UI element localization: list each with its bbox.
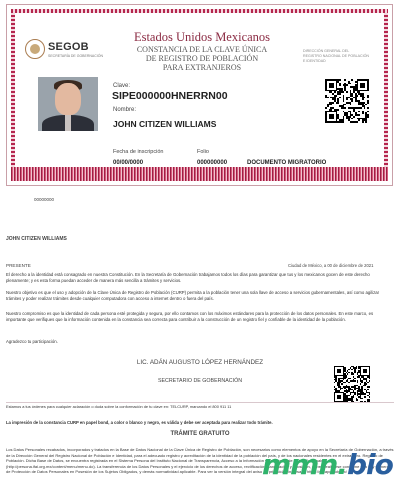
fecha-label: Fecha de inscripción xyxy=(113,149,164,155)
issuer-text xyxy=(303,49,383,64)
nombre-value: JOHN CITIZEN WILLIAMS xyxy=(113,119,217,129)
qr-module xyxy=(362,112,364,114)
qr-module xyxy=(343,121,345,123)
brand-name: SEGOB xyxy=(48,41,89,53)
qr-module xyxy=(364,385,365,386)
qr-module xyxy=(367,107,369,109)
qr-module xyxy=(354,380,355,381)
qr-module xyxy=(334,91,336,93)
qr-module xyxy=(356,367,357,368)
clave-label: Clave: xyxy=(113,83,131,89)
qr-module xyxy=(344,382,345,383)
watermark-main: mmn xyxy=(262,448,338,481)
seal-icon xyxy=(25,39,45,59)
recipient-name: JOHN CITIZEN WILLIAMS xyxy=(6,236,67,242)
qr-module xyxy=(361,398,362,399)
qr-module xyxy=(362,121,364,123)
qr-module xyxy=(344,107,346,109)
qr-module xyxy=(353,373,354,374)
paragraph-3: Nuestro compromiso es que la identidad de cada persona esté protegida y segura, por ello contamos con los máximos estándares para la protección de los datos personales. En este marco, es importante que verifiques que la información contenida en la constancia sea correcta para contribuir a la construcción de un registro fiel y confiable de la identidad de la población. xyxy=(6,311,374,322)
qr-module xyxy=(344,378,345,379)
qr-module xyxy=(365,104,367,106)
issuer-line: E IDENTIDAD xyxy=(303,59,326,63)
divider xyxy=(6,402,394,403)
folio-label: Folio xyxy=(197,149,209,155)
qr-module xyxy=(332,118,334,120)
qr-module xyxy=(346,98,348,100)
qr-module xyxy=(339,79,341,81)
qr-module xyxy=(367,116,369,118)
qr-module xyxy=(364,97,366,99)
qr-module xyxy=(360,107,362,109)
qr-module xyxy=(364,86,366,88)
qr-module xyxy=(340,389,341,390)
qr-module xyxy=(354,389,355,390)
print-note: La impresión de la constancia CURP en papel bond, a color o blanco y negro, es válida y debe ser aceptada para realizar todo trámite. xyxy=(6,420,273,425)
qr-module xyxy=(357,399,358,400)
qr-module xyxy=(351,118,353,120)
qr-module xyxy=(327,105,329,107)
subtitle-line: CONSTANCIA DE LA CLAVE ÚNICA xyxy=(136,45,268,54)
qr-module xyxy=(340,372,341,373)
qr-module xyxy=(343,379,344,380)
qr-module xyxy=(358,114,360,116)
qr-module xyxy=(369,393,370,394)
qr-module xyxy=(366,383,367,384)
issuer-line: REGISTRO NACIONAL DE POBLACIÓN xyxy=(303,54,369,58)
signer-name: LIC. ADÁN AUGUSTO LÓPEZ HERNÁNDEZ xyxy=(136,359,264,366)
folio-value: 000000000 xyxy=(197,160,228,166)
barcode-strip xyxy=(11,167,388,181)
qr-module xyxy=(343,91,345,93)
document-type: DOCUMENTO MIGRATORIO xyxy=(247,160,327,166)
signer-title: SECRETARIO DE GOBERNACIÓN xyxy=(157,378,243,384)
qr-module xyxy=(354,372,355,373)
qr-module xyxy=(367,97,369,99)
qr-module xyxy=(330,104,332,106)
greeting: PRESENTE xyxy=(6,263,31,268)
qr-module xyxy=(351,369,352,370)
qr-module xyxy=(339,93,341,95)
nombre-label: Nombre: xyxy=(113,107,137,113)
thanks-text: Agradezco tu participación. xyxy=(6,339,58,344)
qr-module xyxy=(334,382,335,383)
qr-module xyxy=(365,121,367,123)
qr-module xyxy=(347,392,348,393)
qr-module xyxy=(351,100,353,102)
qr-module xyxy=(358,111,360,113)
qr-module xyxy=(357,382,358,383)
qr-module xyxy=(327,97,329,99)
qr-module xyxy=(366,372,367,373)
qr-module xyxy=(350,393,351,394)
qr-module xyxy=(325,107,327,109)
qr-module xyxy=(340,398,341,399)
issuer-line: DIRECCIÓN GENERAL DEL xyxy=(303,49,350,53)
qr-module xyxy=(346,84,348,86)
watermark-logo xyxy=(262,448,393,481)
qr-module xyxy=(360,383,361,384)
qr-module xyxy=(354,393,355,394)
letter-qr-code xyxy=(334,366,370,402)
qr-module xyxy=(358,119,360,121)
holder-photo xyxy=(38,77,98,131)
qr-module xyxy=(344,79,346,81)
qr-module xyxy=(353,396,354,397)
watermark-suffix: bio xyxy=(346,448,393,481)
qr-module xyxy=(344,104,346,106)
card-qr-code xyxy=(325,79,369,123)
tramite-gratuito: TRÁMITE GRATUITO xyxy=(170,431,230,437)
contact-line: Estamos a tus órdenes para cualquier aclaración o duda sobre la conformación de tu clave en: TELCURP, marcando el 800 911 11 xyxy=(6,404,232,409)
qr-module xyxy=(367,382,368,383)
qr-module xyxy=(367,111,369,113)
qr-module xyxy=(351,79,353,81)
qr-module xyxy=(337,102,339,104)
qr-module xyxy=(369,386,370,387)
clave-value: SIPE000000HNERRN00 xyxy=(112,90,228,102)
qr-module xyxy=(343,100,345,102)
place-date: Ciudad de México, a 00 de diciembre de 2021 xyxy=(288,263,374,268)
qr-module xyxy=(364,396,365,397)
paragraph-1: El derecho a la identidad está consagrado en nuestra Constitución. En la Secretaría de Gobernación trabajamos todos los días para garantizar que tus y los mexicanos gocen de este derecho plenamente; y es esta forma puedan acceder de manera más sencilla a trámites y servicios. xyxy=(6,272,370,283)
qr-module xyxy=(348,382,349,383)
qr-module xyxy=(369,380,370,381)
qr-module xyxy=(364,393,365,394)
qr-module xyxy=(348,369,349,370)
qr-module xyxy=(347,373,348,374)
card-title: Estados Unidos Mexicanos xyxy=(133,30,271,44)
qr-module xyxy=(348,372,349,373)
qr-module xyxy=(350,83,352,85)
qr-module xyxy=(346,91,348,93)
qr-module xyxy=(353,116,355,118)
paragraph-2: Nuestro objetivo es que el uso y adopción de la Clave Única de Registro de Población (CURP) permita a la población tener una sola llave de acceso a servicios gubernamentales, así como agilizar trámites y poder realizar trámites desde cualquier computadora con acceso a internet dentro o fuera del país. xyxy=(6,290,380,301)
qr-module xyxy=(361,382,362,383)
subtitle-line: DE REGISTRO DE POBLACIÓN xyxy=(145,54,259,63)
qr-module xyxy=(337,109,339,111)
qr-module xyxy=(332,102,334,104)
qr-module xyxy=(341,383,342,384)
qr-module xyxy=(367,90,369,92)
qr-module xyxy=(332,86,334,88)
privacy-notice: Los Datos Personales recabados, incorporados y tratados en la Base de Datos Nacional de la Clave Única de Registro de Población, son necesarios como elementos de apoyo en la Secretaría de Gobernación, a través de la Dirección General del Registro Nacional de Población e Identidad, para el adecuado registro y acreditación de la identidad de la población del país, y de los nacionales residentes en el extranjero. Registro de Población. Dicha Base de Datos, se encuentra registrada en el Sistema Persona del Instituto Nacional de Transparencia, Acceso a la Información y Protección de Datos Personales (http://persona.ifai.org.mx/content/menu/menu.do). La transferencia de los Datos Personales y el ejercicio de los derechos de acceso, rectificación, cancelación y oposición, deben realizarse conforme a la Ley General de Protección de Datos Personales en Posesión de los Sujetos Obligados, y demás normatividad aplicable. Para ver la versión integral del aviso de privacidad ingresar a https://renapo.gob.mx/ xyxy=(6,447,394,475)
qr-module xyxy=(339,84,341,86)
qr-module xyxy=(369,396,370,397)
qr-module xyxy=(357,121,359,123)
qr-module xyxy=(336,95,338,97)
qr-module xyxy=(354,378,355,379)
fecha-value: 00/00/0000 xyxy=(113,160,144,166)
qr-module xyxy=(369,378,370,379)
curp-card xyxy=(6,4,393,186)
qr-module xyxy=(364,107,366,109)
qr-module xyxy=(357,95,359,97)
qr-module xyxy=(362,98,364,100)
qr-module xyxy=(367,102,369,104)
qr-module xyxy=(367,389,368,390)
brand-sub: SECRETARÍA DE GOBERNACIÓN xyxy=(48,54,103,58)
watermark-dot: . xyxy=(337,448,347,481)
subtitle-line: PARA EXTRANJEROS xyxy=(162,63,242,72)
qr-module xyxy=(350,378,351,379)
qr-module xyxy=(346,376,347,377)
card-subtitle xyxy=(97,45,307,72)
qr-module xyxy=(350,104,352,106)
barcode-number: 00000000 xyxy=(34,197,55,202)
qr-module xyxy=(341,388,342,389)
qr-module xyxy=(339,97,341,99)
qr-module xyxy=(348,395,349,396)
